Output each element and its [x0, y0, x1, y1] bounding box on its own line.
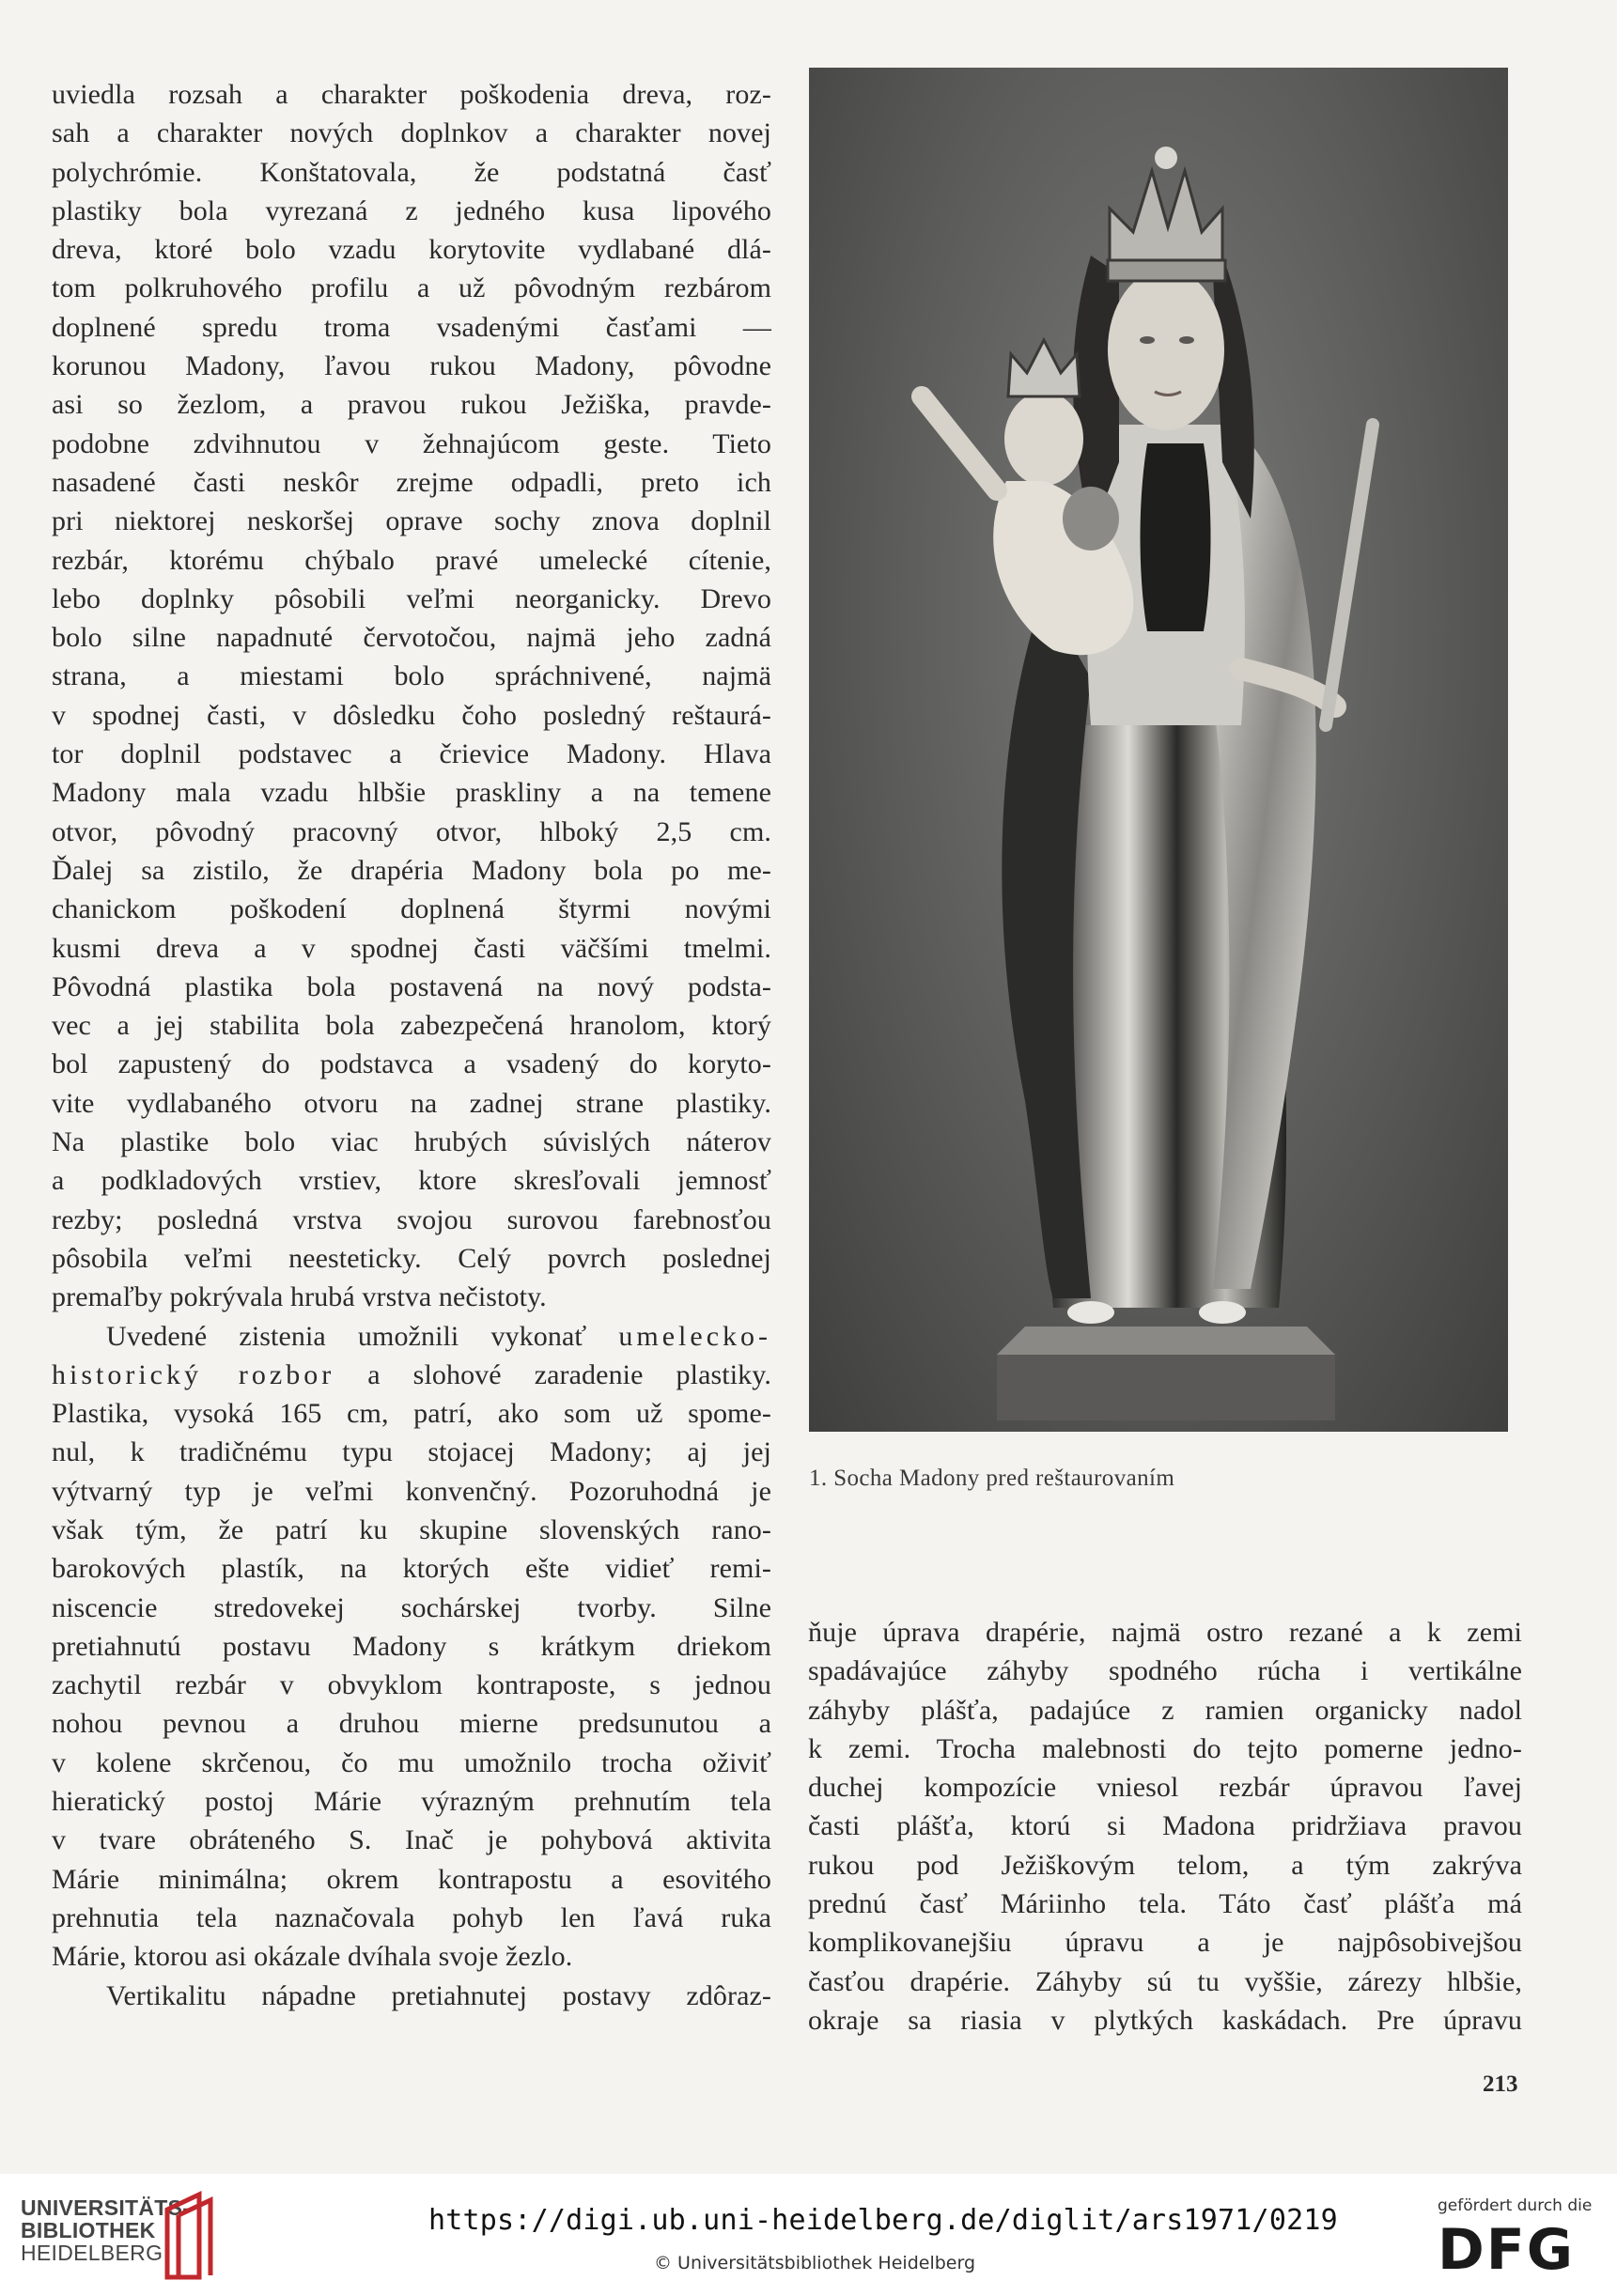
text-line: bol zapustený do podstavca a vsadený do koryto- — [52, 1048, 771, 1080]
text-line: barokových plastík, na ktorých ešte vidieť remi- — [52, 1553, 771, 1585]
text-line: Ďalej sa zistilo, že drapéria Madony bola po me- — [52, 854, 771, 886]
text-line: Madony mala vzadu hlbšie praskliny a na temene — [52, 777, 771, 809]
text-line: spadávajúce záhyby spodného rúcha i vertikálne — [808, 1655, 1522, 1687]
text-line: však tým, že patrí ku skupine slovenských rano- — [52, 1513, 771, 1545]
text-line: strana, a miestami bolo spráchnivené, najmä — [52, 660, 771, 692]
text-line: rezby; posledná vrstva svojou surovou farebnosťou — [52, 1203, 771, 1235]
library-name-line2: BIBLIOTHEK — [21, 2218, 156, 2242]
text-line: časti plášťa, ktorú si Madona pridržiava pravou — [808, 1810, 1522, 1842]
text-line: vite vydlabaného otvoru na zadnej strane plastiky. — [52, 1087, 771, 1119]
left-text-column — [52, 75, 771, 2015]
text-line: Márie, ktorou asi okázale dvíhala svoje žezlo. — [52, 1941, 573, 1973]
text-line: prehnutia tela naznačovala pohyb len ľavá ruka — [52, 1901, 771, 1933]
text-line — [52, 1356, 771, 1394]
library-mark-icon — [162, 2191, 218, 2281]
text-line: časťou drapérie. Záhyby sú tu vyššie, zárezy hlbšie, — [808, 1965, 1522, 1997]
digitization-footer — [0, 2174, 1617, 2296]
text-line: tom polkruhového profilu a už pôvodným rezbárom — [52, 272, 771, 304]
text-line: dreva, ktoré bolo vzadu korytovite vydlabané dlá- — [52, 234, 771, 266]
text-line: v kolene skrčenou, čo mu umožnilo trocha oživiť — [52, 1746, 771, 1778]
text-line: pretiahnutú postavu Madony s krátkym driekom — [52, 1630, 771, 1662]
text-line: nul, k tradičnému typu stojacej Madony; aj jej — [52, 1436, 771, 1468]
text-line: otvor, pôvodný pracovný otvor, hlboký 2,5 cm. — [52, 815, 771, 847]
text-line: uviedla rozsah a charakter poškodenia dreva, roz- — [52, 79, 771, 110]
text-line: plastiky bola vyrezaná z jedného kusa lipového — [52, 194, 771, 226]
text-line: Plastika, vysoká 165 cm, patrí, ako som už spome- — [52, 1398, 771, 1430]
text-line: bolo silne napadnuté červotočou, najmä jeho zadná — [52, 622, 771, 654]
text-line: záhyby plášťa, padajúce z ramien organicky nadol — [808, 1694, 1522, 1726]
text-line: tor doplnil podstavec a črievice Madony. Hlava — [52, 738, 771, 770]
text-line: Na plastike bolo viac hrubých súvislých náterov — [52, 1126, 771, 1158]
text-line: ňuje úprava drapérie, najmä ostro rezané a k zemi — [808, 1617, 1522, 1648]
text-line: zachytil rezbár v obvyklom kontraposte, s jednou — [52, 1669, 771, 1701]
text-line: pri niektorej neskoršej oprave sochy znova doplnil — [52, 505, 771, 537]
funder-note: gefördert durch die — [1438, 2196, 1593, 2215]
text-line: kusmi dreva a v spodnej časti väčšími tmelmi. — [52, 932, 771, 964]
text-line: doplnené spredu troma vsadenými časťami — — [52, 311, 771, 343]
page-number: 213 — [1483, 2071, 1518, 2097]
text-line: niscencie stredovekej sochárskej tvorby. Silne — [52, 1591, 771, 1623]
text-line: premaľby pokrývala hrubá vrstva nečistoty. — [52, 1281, 547, 1313]
text-line: rukou pod Ježiškovým telom, a tým zakrýva — [808, 1849, 1522, 1881]
figure-caption: 1. Socha Madony pred reštaurovaním — [809, 1466, 1175, 1491]
emphasis-text: umelecko- — [618, 1320, 771, 1352]
text-line: Vertikalitu nápadne pretiahnutej postavy zdôraz- — [106, 1979, 771, 2011]
text-line: v tvare obráteného S. Inač je pohybová aktivita — [52, 1824, 771, 1856]
text-line: výtvarný typ je veľmi konvenčný. Pozoruhodná je — [52, 1475, 771, 1507]
text-line: hieratický postoj Márie výrazným prehnutím tela — [52, 1786, 771, 1818]
right-text-column — [808, 1613, 1522, 2040]
text-line: a podkladových vrstiev, ktore skresľovali jemnosť — [52, 1165, 771, 1197]
emphasis-text: historický rozbor — [52, 1358, 335, 1390]
library-name-line1: UNIVERSITÄTS- — [21, 2195, 191, 2220]
text-line: k zemi. Trocha malebnosti do tejto pomerne jedno- — [808, 1732, 1522, 1764]
dfg-logo[interactable]: DFG — [1438, 2217, 1576, 2283]
text-line: nasadené časti neskôr zrejme odpadli, preto ich — [52, 466, 771, 498]
text-line: polychrómie. Konštatovala, že podstatná časť — [52, 156, 771, 188]
statue-illustration — [809, 68, 1508, 1432]
text-line: chanickom poškodení doplnená štyrmi novými — [52, 893, 771, 925]
text-line: nohou pevnou a druhou mierne predsunutou a — [52, 1708, 771, 1740]
madonna-statue-photo — [809, 68, 1508, 1432]
text-line: v spodnej časti, v dôsledku čoho posledný reštaurá- — [52, 699, 771, 731]
text-line: Márie minimálna; okrem kontrapostu a esovitého — [52, 1863, 771, 1895]
text-fragment: a slohové zaradenie plastiky. — [367, 1358, 771, 1390]
text-line: okraje sa riasia v plytkých kaskádach. Pre úpravu — [808, 2004, 1522, 2036]
text-line: Pôvodná plastika bola postavená na nový podsta- — [52, 970, 771, 1002]
permalink-url[interactable]: https://digi.ub.uni-heidelberg.de/diglit/ars1971/0219 — [428, 2204, 1338, 2237]
text-line — [52, 1317, 771, 1356]
text-line: prednú časť Máriinho tela. Táto časť plášťa má — [808, 1888, 1522, 1920]
library-name-line3: HEIDELBERG — [21, 2241, 163, 2265]
text-line: pôsobila veľmi neesteticky. Celý povrch poslednej — [52, 1242, 771, 1274]
text-line: podobne zdvihnutou v žehnajúcom geste. Tieto — [52, 427, 771, 459]
copyright-notice: © Universitätsbibliothek Heidelberg — [654, 2253, 976, 2273]
text-line: komplikovanejšiu úpravu a je najpôsobivejšou — [808, 1927, 1522, 1959]
text-line: asi so žezlom, a pravou rukou Ježiška, pravde- — [52, 389, 771, 421]
text-line: rezbár, ktorému chýbalo pravé umelecké cítenie, — [52, 544, 771, 576]
text-line: korunou Madony, ľavou rukou Madony, pôvodne — [52, 350, 771, 382]
text-line: vec a jej stabilita bola zabezpečená hranolom, ktorý — [52, 1010, 771, 1042]
text-fragment: Uvedené zistenia umožnili vykonať — [106, 1320, 587, 1352]
text-line: lebo doplnky pôsobili veľmi neorganicky. Drevo — [52, 582, 771, 614]
text-line: duchej kompozície vniesol rezbár úpravou ľavej — [808, 1772, 1522, 1804]
text-line: sah a charakter nových doplnkov a charakter novej — [52, 117, 771, 149]
